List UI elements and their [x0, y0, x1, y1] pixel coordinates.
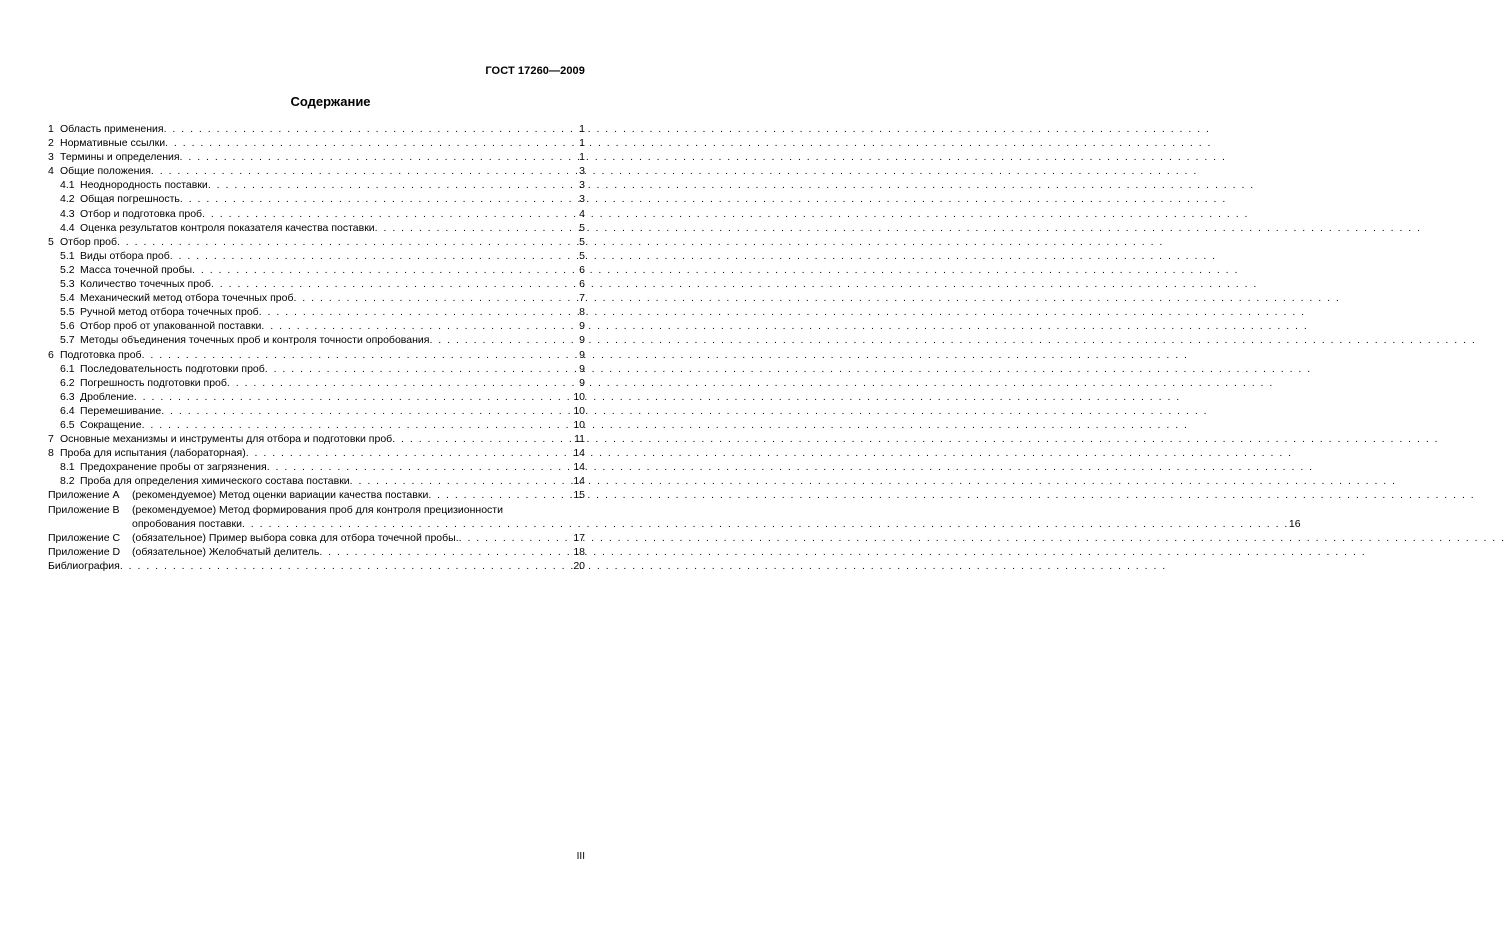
toc-entry-label: Количество точечных проб — [80, 278, 211, 291]
toc-appendix-label: (рекомендуемое) Метод оценки вариации качества поставки — [132, 489, 429, 502]
toc-entry[interactable] — [48, 418, 585, 432]
toc-leader-dots — [161, 404, 573, 418]
toc-entry-page: 10 — [573, 404, 585, 417]
toc-entry[interactable] — [48, 404, 585, 418]
toc-leader-dots — [180, 150, 575, 164]
toc-entry-label: Виды отбора проб — [80, 249, 170, 262]
toc-leader-dots — [180, 192, 575, 206]
toc-leader-dots — [142, 348, 575, 362]
toc-entry-page: 9 — [579, 376, 585, 389]
toc-appendix-page: 16 — [1288, 517, 1301, 530]
toc-entry-page: 11 — [574, 433, 585, 446]
toc-entry-label: Механический метод отбора точечных проб — [80, 292, 294, 305]
toc-leader-dots — [392, 432, 574, 446]
toc-leader-dots — [142, 418, 574, 432]
toc-entry[interactable] — [48, 122, 585, 136]
toc-appendix-page: 18 — [573, 545, 585, 558]
toc-leader-dots — [261, 319, 575, 333]
toc-entry-number: 4 — [48, 165, 54, 178]
toc-entry[interactable] — [48, 221, 585, 235]
toc-entry-label: Отбор проб — [60, 235, 117, 248]
page-number: III — [576, 851, 585, 862]
table-of-contents — [48, 122, 1301, 573]
toc-leader-dots — [211, 277, 575, 291]
toc-entry[interactable] — [48, 432, 585, 446]
toc-entry-label: Неоднородность поставки — [80, 179, 208, 192]
toc-entry-page: 3 — [579, 179, 585, 192]
toc-entry-label: Термины и определения — [60, 151, 180, 164]
toc-entry-number: 4.3 — [60, 207, 75, 220]
toc-leader-dots — [429, 333, 575, 347]
toc-entry-label: Погрешность подготовки проб — [80, 376, 227, 389]
toc-leader-dots — [267, 460, 574, 474]
toc-appendix-entry[interactable] — [48, 531, 585, 545]
toc-entry-number: 6.3 — [60, 390, 75, 403]
toc-entry[interactable] — [48, 291, 585, 305]
toc-leader-dots — [293, 291, 575, 305]
toc-entry-page: 1 — [579, 137, 585, 150]
document-id-header: ГОСТ 17260—2009 — [485, 65, 585, 77]
toc-entry-page: 5 — [579, 249, 585, 262]
toc-entry[interactable] — [48, 333, 585, 347]
toc-entry-number: 4.1 — [60, 179, 75, 192]
toc-entry-number: 3 — [48, 151, 54, 164]
toc-entry-number: 5.5 — [60, 306, 75, 319]
toc-entry-label: Оценка результатов контроля показателя качества поставки — [80, 221, 375, 234]
toc-entry[interactable] — [48, 446, 585, 460]
toc-leader-dots — [375, 221, 575, 235]
toc-leader-dots — [242, 517, 1289, 531]
toc-leader-dots — [265, 362, 575, 376]
toc-appendix-label-continued: опробования поставки — [132, 517, 242, 530]
toc-entry[interactable] — [48, 348, 585, 362]
toc-appendix-entry[interactable] — [48, 545, 585, 559]
toc-entry-page: 4 — [579, 207, 585, 220]
toc-entry-page: 6 — [579, 278, 585, 291]
toc-entry-page: 9 — [579, 334, 585, 347]
toc-leader-dots — [170, 249, 575, 263]
toc-entry[interactable] — [48, 277, 585, 291]
toc-entry-number: 5.7 — [60, 334, 75, 347]
toc-entry-page: 8 — [579, 306, 585, 319]
toc-leader-dots — [227, 376, 575, 390]
toc-entry-label: Проба для определения химического состава поставки — [80, 475, 350, 488]
toc-bibliography-page: 20 — [573, 559, 585, 572]
toc-bibliography-label: Библиография — [48, 559, 120, 572]
toc-entry[interactable] — [48, 150, 585, 164]
toc-entry-number: 6.2 — [60, 376, 75, 389]
toc-entry-label: Дробление — [80, 390, 134, 403]
toc-leader-dots — [246, 446, 574, 460]
toc-bibliography-entry[interactable] — [48, 559, 585, 573]
toc-entry[interactable] — [48, 263, 585, 277]
toc-entry-label: Отбор проб от упакованной поставки — [80, 320, 262, 333]
toc-entry-number: 5.4 — [60, 292, 75, 305]
toc-entry-page: 3 — [579, 165, 585, 178]
toc-entry-label: Методы объединения точечных проб и контроля точности опробования — [80, 334, 430, 347]
toc-entry-page: 9 — [579, 348, 585, 361]
toc-entry-page: 7 — [579, 292, 585, 305]
toc-entry[interactable] — [48, 192, 585, 206]
toc-appendix-entry[interactable] — [48, 503, 1301, 531]
toc-leader-dots — [202, 207, 575, 221]
toc-entry[interactable] — [48, 319, 585, 333]
toc-entry[interactable] — [48, 474, 585, 488]
toc-entry-number: 6 — [48, 348, 54, 361]
toc-entry-label: Сокращение — [80, 418, 142, 431]
toc-entry-number: 8.1 — [60, 461, 75, 474]
toc-entry[interactable] — [48, 305, 585, 319]
toc-entry-page: 3 — [579, 193, 585, 206]
toc-entry-page: 14 — [573, 475, 585, 488]
toc-leader-dots — [350, 474, 574, 488]
toc-appendix-label: (обязательное) Пример выбора совка для отбора точечной пробы. — [132, 531, 459, 544]
toc-entry-number: 2 — [48, 137, 54, 150]
toc-appendix-entry[interactable] — [48, 488, 585, 502]
toc-entry-page: 1 — [579, 123, 585, 135]
toc-leader-dots — [208, 178, 575, 192]
toc-appendix-page: 17 — [573, 531, 585, 544]
toc-entry-page: 5 — [579, 235, 585, 248]
toc-leader-dots — [319, 545, 573, 559]
toc-entry[interactable] — [48, 136, 585, 150]
toc-entry-page: 5 — [579, 221, 585, 234]
toc-entry-label: Общие положения — [60, 165, 151, 178]
toc-entry-label: Нормативные ссылки — [60, 137, 166, 150]
toc-entry-number: 6.5 — [60, 418, 75, 431]
toc-entry[interactable] — [48, 207, 585, 221]
toc-appendix-number: Приложение В — [48, 503, 120, 516]
toc-entry-number: 6.4 — [60, 404, 75, 417]
toc-entry-number: 8.2 — [60, 475, 75, 488]
toc-entry-label: Подготовка проб — [60, 348, 142, 361]
toc-entry-label: Проба для испытания (лабораторная) — [60, 447, 246, 460]
toc-entry-page: 9 — [579, 320, 585, 333]
toc-entry-label: Область применения — [60, 123, 164, 135]
toc-entry[interactable] — [48, 235, 585, 249]
toc-entry-page: 14 — [573, 447, 585, 460]
toc-entry-number: 5.2 — [60, 263, 75, 276]
toc-entry-page: 1 — [579, 151, 585, 164]
toc-appendix-number: Приложение С — [48, 531, 121, 544]
toc-entry[interactable] — [48, 460, 585, 474]
toc-entry-page: 14 — [573, 461, 585, 474]
toc-entry-page: 6 — [579, 263, 585, 276]
toc-entry-label: Общая погрешность — [80, 193, 180, 206]
toc-entry-number: 4.4 — [60, 221, 75, 234]
toc-leader-dots — [117, 235, 575, 249]
toc-entry-page: 10 — [573, 390, 585, 403]
toc-appendix-page: 15 — [573, 489, 585, 502]
toc-appendix-label: (обязательное) Желобчатый делитель — [132, 545, 320, 558]
toc-entry-number: 5.1 — [60, 249, 75, 262]
toc-entry-page: 9 — [579, 362, 585, 375]
toc-entry-number: 6.1 — [60, 362, 75, 375]
toc-entry-number: 5.3 — [60, 278, 75, 291]
toc-appendix-number: Приложение А — [48, 489, 120, 502]
toc-entry[interactable] — [48, 362, 585, 376]
toc-leader-dots — [428, 488, 573, 502]
toc-leader-dots — [259, 305, 575, 319]
toc-entry[interactable] — [48, 249, 585, 263]
toc-entry-label: Масса точечной пробы — [80, 263, 193, 276]
toc-appendix-number: Приложение D — [48, 545, 121, 558]
toc-entry-number: 1 — [48, 123, 54, 135]
toc-entry-number: 5 — [48, 235, 54, 248]
toc-leader-dots — [134, 390, 574, 404]
toc-entry-number: 4.2 — [60, 193, 75, 206]
toc-entry[interactable] — [48, 376, 585, 390]
toc-entry[interactable] — [48, 164, 585, 178]
toc-leader-dots — [165, 136, 575, 150]
toc-entry-number: 8 — [48, 447, 54, 460]
toc-entry-label: Последовательность подготовки проб — [80, 362, 265, 375]
toc-leader-dots — [120, 559, 573, 573]
toc-leader-dots — [192, 263, 575, 277]
toc-leader-dots — [164, 122, 575, 136]
toc-entry[interactable] — [48, 390, 585, 404]
toc-appendix-label: (рекомендуемое) Метод формирования проб для контроля прецизионности — [132, 503, 503, 516]
toc-entry[interactable] — [48, 178, 585, 192]
toc-entry-label: Основные механизмы и инструменты для отбора и подготовки проб — [60, 433, 393, 446]
toc-entry-number: 5.6 — [60, 320, 75, 333]
toc-entry-label: Перемешивание — [80, 404, 162, 417]
toc-entry-page: 10 — [573, 418, 585, 431]
toc-entry-label: Предохранение пробы от загрязнения — [80, 461, 267, 474]
toc-entry-label: Ручной метод отбора точечных проб — [80, 306, 259, 319]
toc-leader-dots — [151, 164, 575, 178]
page-title: Содержание — [290, 94, 371, 109]
toc-entry-label: Отбор и подготовка проб — [80, 207, 203, 220]
toc-entry-number: 7 — [48, 433, 54, 446]
toc-leader-dots — [459, 531, 574, 545]
